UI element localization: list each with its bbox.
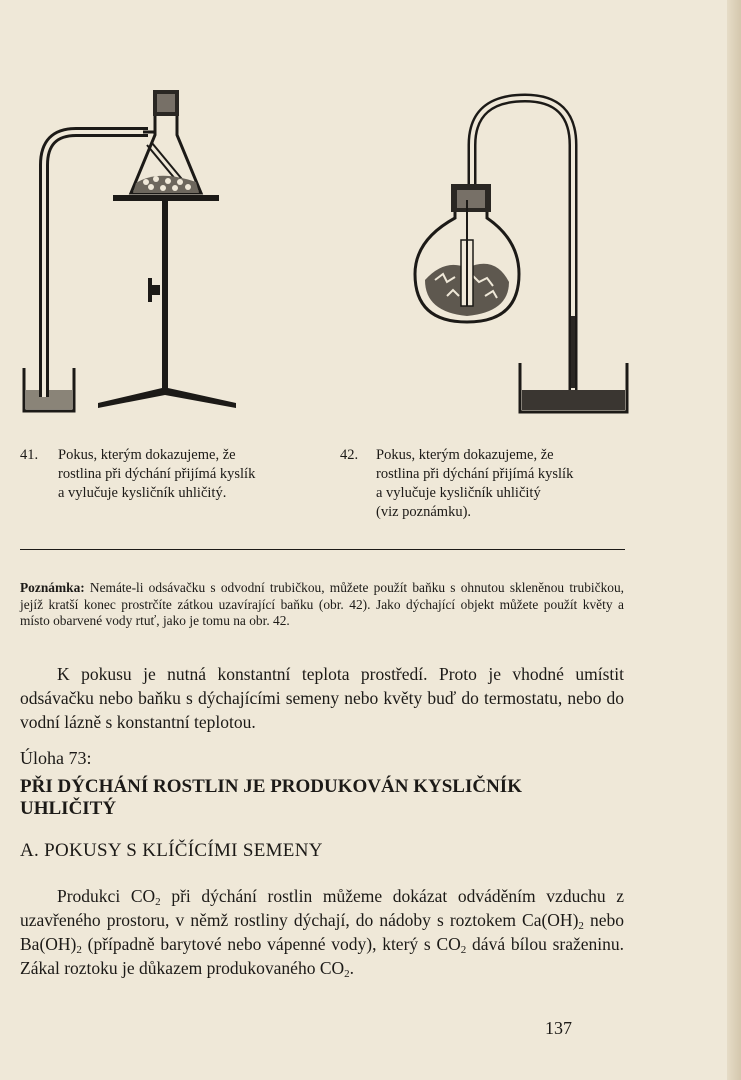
subscript: 2	[155, 896, 161, 908]
figure-42-apparatus	[405, 90, 635, 420]
divider-line	[20, 549, 625, 550]
paragraph-text: K pokusu je nutná konstantní teplota prostředí. Proto je vhodné umístit odsávačku nebo baňku s dýchajícími semeny nebo květy buď do termostatu, nebo do vodní lázně s konstantní teplotou.	[20, 664, 624, 732]
mercury-column	[571, 316, 575, 388]
round-flask	[415, 184, 519, 322]
paragraph-text-part: .	[349, 958, 355, 978]
note-text: Nemáte-li odsávačku s odvodní trubičkou, můžete použít baňku s ohnutou skleněnou trubičkou, jejíž kratší konec prostrčíte zátkou uzavírající baňku (obr. 42). Jako dýchající objekt můžete použít květy a místo obarvené vody rtuť, jako je tomu na obr. 42.	[20, 580, 624, 628]
caption-line: Pokus, kterým dokazujeme, že	[58, 447, 236, 463]
caption-line: a vylučuje kysličník uhličitý	[376, 485, 541, 501]
paragraph-temperature	[20, 662, 624, 734]
subscript: 2	[344, 968, 350, 980]
task-label: Úloha 73:	[20, 748, 92, 768]
caption-line: (viz poznámku).	[376, 504, 472, 520]
ring-stand	[98, 195, 236, 408]
page-number: 137	[545, 1018, 572, 1038]
figure-number: 41.	[20, 447, 39, 463]
page-edge	[727, 0, 741, 1080]
section-heading: A. POKUSY S KLÍČÍCÍMI SEMENY	[20, 840, 323, 861]
paragraph-co2	[20, 884, 624, 980]
subscript: 2	[460, 944, 467, 956]
caption-line: rostlina při dýchání přijímá kyslík	[58, 466, 256, 482]
subscript: 2	[76, 944, 82, 956]
note-paragraph	[20, 580, 624, 630]
task-heading: PŘI DÝCHÁNÍ ROSTLIN JE PRODUKOVÁN KYSLIČNÍK UHLIČITÝ	[20, 776, 522, 819]
figure-41-apparatus	[18, 85, 248, 415]
bent-tube	[44, 132, 148, 397]
subscript: 2	[578, 920, 584, 932]
figure-number: 42.	[340, 447, 359, 463]
note-label: Poznámka:	[20, 580, 85, 595]
paragraph-text-part: Produkci CO	[57, 886, 156, 906]
paragraph-text-part: nebo Ba(OH)	[20, 910, 624, 954]
paragraph-text-part: při dýchání rostlin můžeme dokázat odváděním vzduchu z uzavřeného prostoru, v němž rostliny dýchají, do nádoby s roztokem Ca(OH)	[20, 886, 625, 930]
caption-line: rostlina při dýchání přijímá kyslík	[376, 466, 574, 482]
paragraph-text-part: (případně barytové nebo vápenné vody), který s CO	[81, 934, 461, 954]
caption-line: Pokus, kterým dokazujeme, že	[376, 447, 554, 463]
suction-flask	[131, 90, 201, 193]
paragraph-text-part: dává bílou sraženinu. Zákal roztoku je důkazem produkovaného CO	[20, 934, 624, 978]
caption-line: a vylučuje kysličník uhličitý.	[58, 485, 227, 501]
